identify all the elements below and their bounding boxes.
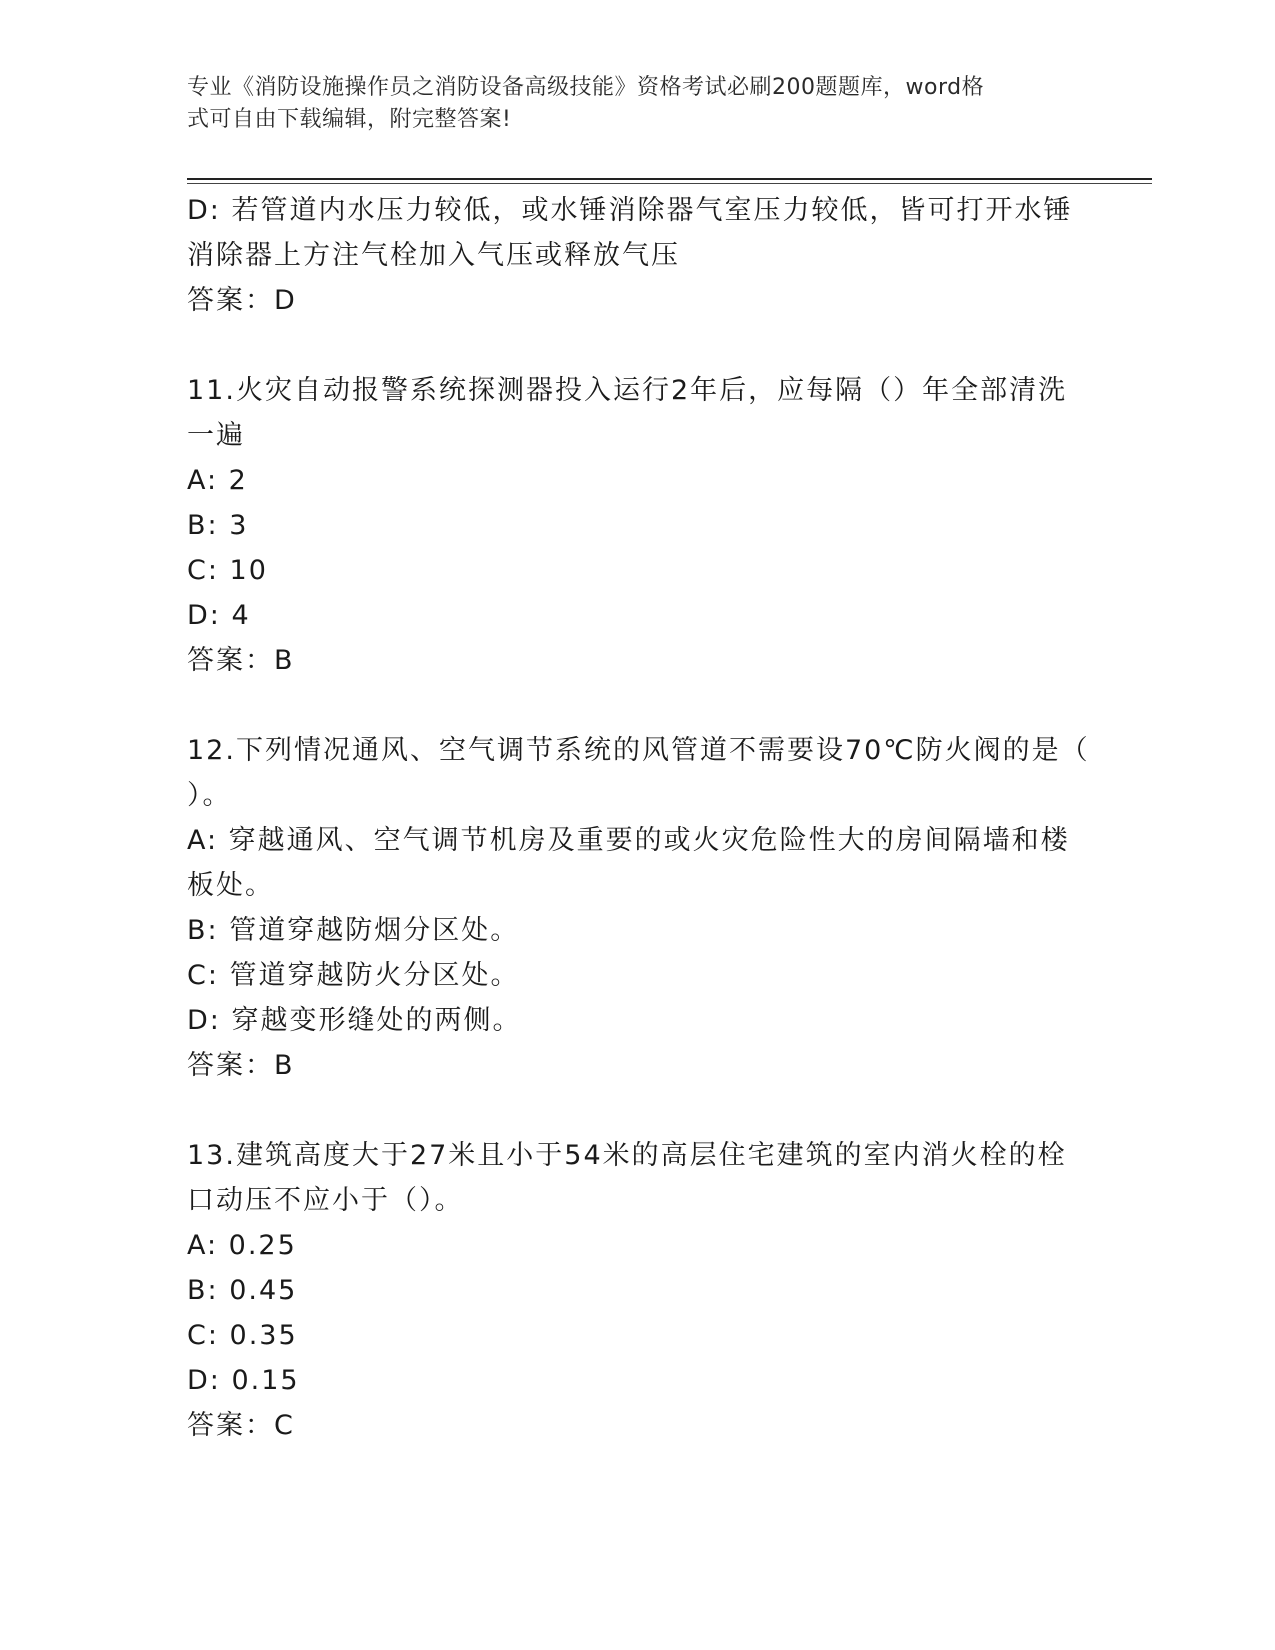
document-header bbox=[187, 72, 1067, 136]
spacer bbox=[187, 323, 1087, 368]
spacer bbox=[187, 1088, 1087, 1133]
question-stem-line-1: 13.建筑高度大于27米且小于54米的高层住宅建筑的室内消火栓的栓 bbox=[187, 1140, 1067, 1171]
header-line-1: 专业《消防设施操作员之消防设备高级技能》资格考试必刷200题题库，word格 bbox=[187, 75, 985, 100]
option-d: D: 穿越变形缝处的两侧。 bbox=[187, 1005, 522, 1036]
previous-question-tail bbox=[187, 188, 1087, 323]
option-d: D: 4 bbox=[187, 600, 251, 631]
option-a-line-1: A: 穿越通风、空气调节机房及重要的或火灾危险性大的房间隔墙和楼 bbox=[187, 825, 1070, 856]
answer-line: 答案：B bbox=[187, 1050, 295, 1081]
option-c: C: 管道穿越防火分区处。 bbox=[187, 960, 520, 991]
option-b: B: 3 bbox=[187, 510, 249, 541]
question-stem-line-2: ）。 bbox=[187, 780, 232, 811]
spacer bbox=[187, 683, 1087, 728]
option-a: A: 0.25 bbox=[187, 1230, 297, 1261]
header-line-2: 式可自由下载编辑，附完整答案! bbox=[187, 107, 512, 132]
option-a-line-2: 板处。 bbox=[187, 870, 274, 901]
option-c: C: 10 bbox=[187, 555, 268, 586]
answer-line: 答案：D bbox=[187, 285, 297, 316]
option-c: C: 0.35 bbox=[187, 1320, 298, 1351]
header-divider-thin bbox=[187, 183, 1152, 184]
question-11 bbox=[187, 368, 1087, 683]
question-13 bbox=[187, 1133, 1087, 1448]
question-stem-line-1: 11.火灾自动报警系统探测器投入运行2年后，应每隔（）年全部清洗 bbox=[187, 375, 1068, 406]
option-a: A: 2 bbox=[187, 465, 248, 496]
question-stem-line-2: 口动压不应小于（）。 bbox=[187, 1185, 464, 1216]
header-divider-thick bbox=[187, 178, 1152, 180]
option-d-line-2: 消除器上方注气栓加入气压或释放气压 bbox=[187, 240, 680, 271]
question-stem-line-2: 一遍 bbox=[187, 420, 245, 451]
answer-line: 答案：C bbox=[187, 1410, 295, 1441]
document-body bbox=[187, 188, 1090, 1448]
option-d-line-1: D: 若管道内水压力较低，或水锤消除器气室压力较低，皆可打开水锤 bbox=[187, 195, 1073, 226]
option-b: B: 0.45 bbox=[187, 1275, 298, 1306]
question-stem-line-1: 12.下列情况通风、空气调节系统的风管道不需要设70℃防火阀的是（ bbox=[187, 735, 1090, 766]
question-12 bbox=[187, 728, 1090, 1088]
answer-line: 答案：B bbox=[187, 645, 295, 676]
option-d: D: 0.15 bbox=[187, 1365, 300, 1396]
option-b: B: 管道穿越防烟分区处。 bbox=[187, 915, 520, 946]
